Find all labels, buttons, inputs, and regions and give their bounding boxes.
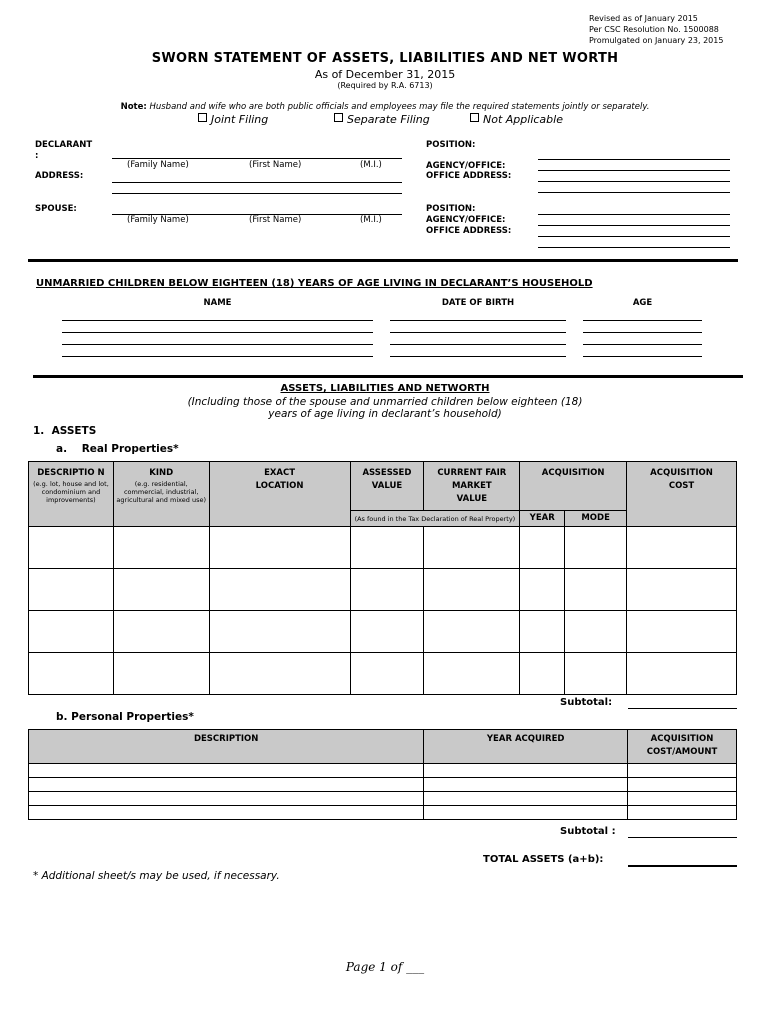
col-acquisition-title: ACQUISITION xyxy=(541,468,605,478)
col-description-title: DESCRIPTIO N xyxy=(37,468,105,478)
declarant-colon: : xyxy=(35,151,39,161)
total-assets-field[interactable] xyxy=(628,865,737,867)
table-cell[interactable] xyxy=(627,527,737,569)
col-description xyxy=(29,462,114,527)
tax-declaration-note-text: (As found in the Tax Declaration of Real Property) xyxy=(354,514,516,523)
table-cell[interactable] xyxy=(29,527,114,569)
child-dob-field[interactable] xyxy=(390,356,566,357)
child-dob-field[interactable] xyxy=(390,320,566,321)
as-of-date: As of December 31, 2015 xyxy=(314,68,456,81)
table-row xyxy=(29,806,737,820)
table-cell[interactable] xyxy=(113,611,209,653)
table-cell[interactable] xyxy=(424,611,520,653)
note-label: Note: xyxy=(120,102,147,112)
table-cell[interactable] xyxy=(520,653,565,695)
table-cell[interactable] xyxy=(565,653,627,695)
child-age-field[interactable] xyxy=(583,320,702,321)
spouse-office-address-field-line2[interactable] xyxy=(538,247,730,248)
assets-heading: ASSETS, LIABILITIES AND NETWORTH xyxy=(280,383,490,394)
table-cell[interactable] xyxy=(628,806,737,820)
child-age-field[interactable] xyxy=(583,332,702,333)
table-cell[interactable] xyxy=(424,569,520,611)
checkbox-icon[interactable] xyxy=(334,113,343,122)
table-cell[interactable] xyxy=(565,569,627,611)
separate-filing-label: Separate Filing xyxy=(347,113,430,126)
col-year-acquired-title: YEAR ACQUIRED xyxy=(486,734,565,744)
col-year: YEAR xyxy=(520,511,565,527)
spouse-office-address-label: OFFICE ADDRESS: xyxy=(426,226,512,236)
table-cell[interactable] xyxy=(29,764,424,778)
table-cell[interactable] xyxy=(424,527,520,569)
assets-subheading-2: years of age living in declarant’s household) xyxy=(268,408,502,420)
required-by: (Required by R.A. 6713) xyxy=(337,81,433,90)
declarant-agency-label: AGENCY/OFFICE: xyxy=(426,161,506,171)
table-cell[interactable] xyxy=(113,527,209,569)
table-cell[interactable] xyxy=(424,792,628,806)
child-age-header: AGE xyxy=(632,298,653,308)
table-cell[interactable] xyxy=(424,653,520,695)
col-acquisition-cost-title: ACQUISITION COST xyxy=(650,468,713,491)
child-dob-header: DATE OF BIRTH xyxy=(441,298,515,308)
spouse-mi-caption: (M.I.) xyxy=(360,215,382,225)
section-divider xyxy=(33,375,743,378)
col-assessed-value-title: ASSESSED VALUE xyxy=(362,468,412,491)
checkbox-icon[interactable] xyxy=(470,113,479,122)
real-properties-table xyxy=(28,461,737,695)
declarant-agency-field[interactable] xyxy=(538,170,730,171)
declarant-office-address-field[interactable] xyxy=(538,181,730,182)
table-cell[interactable] xyxy=(350,611,424,653)
table-cell[interactable] xyxy=(113,653,209,695)
table-cell[interactable] xyxy=(565,611,627,653)
table-cell[interactable] xyxy=(209,611,350,653)
col-acquisition-cost xyxy=(627,462,737,527)
declarant-office-address-label: OFFICE ADDRESS: xyxy=(426,171,512,181)
table-cell[interactable] xyxy=(565,527,627,569)
table-cell[interactable] xyxy=(628,792,737,806)
revision-line: Promulgated on January 23, 2015 xyxy=(589,36,724,45)
col-exact-location-title: EXACT LOCATION xyxy=(255,468,304,491)
col-kind-title: KIND xyxy=(149,468,174,478)
declarant-position-label: POSITION: xyxy=(426,140,476,150)
col-exact-location xyxy=(209,462,350,527)
table-cell[interactable] xyxy=(113,569,209,611)
declarant-label: DECLARANT xyxy=(35,140,93,150)
table-row xyxy=(29,527,737,569)
child-name-field[interactable] xyxy=(62,356,373,357)
col-description-note: (e.g. lot, house and lot, condominium and improvements) xyxy=(33,480,109,504)
table-row xyxy=(29,569,737,611)
child-age-field[interactable] xyxy=(583,356,702,357)
table-cell[interactable] xyxy=(520,611,565,653)
col-year-acquired xyxy=(424,730,628,764)
spouse-position-field[interactable] xyxy=(538,214,730,215)
separate-filing-option[interactable] xyxy=(334,113,430,126)
child-age-field[interactable] xyxy=(583,344,702,345)
table-row xyxy=(29,792,737,806)
checkbox-icon[interactable] xyxy=(198,113,207,122)
personal-properties-table xyxy=(28,729,737,820)
col-personal-description xyxy=(29,730,424,764)
revision-line: Per CSC Resolution No. 1500088 xyxy=(589,25,719,34)
col-kind xyxy=(113,462,209,527)
spouse-first-name-caption: (First Name) xyxy=(249,215,302,225)
table-cell[interactable] xyxy=(29,778,424,792)
real-subtotal-label: Subtotal: xyxy=(560,697,613,708)
child-name-field[interactable] xyxy=(62,332,373,333)
filing-note xyxy=(0,102,770,112)
table-cell[interactable] xyxy=(424,806,628,820)
table-cell[interactable] xyxy=(628,764,737,778)
spouse-position-label: POSITION: xyxy=(426,204,476,214)
real-subtotal-field[interactable] xyxy=(628,708,737,709)
child-name-header: NAME xyxy=(203,298,232,308)
not-applicable-label: Not Applicable xyxy=(483,113,563,126)
table-cell[interactable] xyxy=(209,653,350,695)
assets-subheading-1: (Including those of the spouse and unmarried children below eighteen (18) xyxy=(187,396,583,408)
spouse-family-name-caption: (Family Name) xyxy=(127,215,189,225)
personal-subtotal-field[interactable] xyxy=(628,837,737,838)
spouse-agency-field[interactable] xyxy=(538,225,730,226)
table-cell[interactable] xyxy=(627,611,737,653)
table-cell[interactable] xyxy=(350,527,424,569)
mi-caption: (M.I.) xyxy=(360,160,382,170)
joint-filing-option[interactable] xyxy=(198,113,268,126)
personal-subtotal-label: Subtotal : xyxy=(560,826,616,837)
real-properties-label: a. Real Properties* xyxy=(56,443,179,455)
spouse-agency-label: AGENCY/OFFICE: xyxy=(426,215,506,225)
col-mode: MODE xyxy=(565,511,627,527)
col-acquisition-cost-amount xyxy=(628,730,737,764)
table-cell[interactable] xyxy=(29,611,114,653)
spouse-office-address-field[interactable] xyxy=(538,236,730,237)
col-current-fair-market-value xyxy=(424,462,520,511)
col-assessed-value xyxy=(350,462,424,511)
table-cell[interactable] xyxy=(209,527,350,569)
table-cell[interactable] xyxy=(29,806,424,820)
child-dob-field[interactable] xyxy=(390,332,566,333)
additional-sheets-note: * Additional sheet/s may be used, if necessary. xyxy=(33,870,280,882)
table-cell[interactable] xyxy=(29,569,114,611)
table-row xyxy=(29,764,737,778)
personal-properties-label: b. Personal Properties* xyxy=(56,711,194,723)
section-divider xyxy=(28,259,738,262)
tax-declaration-note xyxy=(350,511,520,527)
table-cell[interactable] xyxy=(209,569,350,611)
family-name-caption: (Family Name) xyxy=(127,160,189,170)
note-text: Husband and wife who are both public officials and employees may file the required statements jointly or separately. xyxy=(149,102,650,112)
col-current-fair-title: CURRENT FAIR MARKET VALUE xyxy=(437,468,507,504)
table-row xyxy=(29,778,737,792)
table-cell[interactable] xyxy=(520,527,565,569)
first-name-caption: (First Name) xyxy=(249,160,302,170)
table-cell[interactable] xyxy=(627,653,737,695)
col-acquisition-cost-amount-title: ACQUISITION COST/AMOUNT xyxy=(646,734,718,757)
declarant-name-field[interactable] xyxy=(112,158,402,159)
table-cell[interactable] xyxy=(29,653,114,695)
col-personal-description-title: DESCRIPTION xyxy=(193,734,259,744)
revision-info xyxy=(589,13,723,46)
address-label: ADDRESS: xyxy=(35,171,84,181)
col-kind-note: (e.g. residential, commercial, industrial, agricultural and mixed use) xyxy=(116,480,207,504)
child-dob-field[interactable] xyxy=(390,344,566,345)
declarant-office-address-field-line2[interactable] xyxy=(538,192,730,193)
table-cell[interactable] xyxy=(628,778,737,792)
table-cell[interactable] xyxy=(520,569,565,611)
table-cell[interactable] xyxy=(29,792,424,806)
table-cell[interactable] xyxy=(350,569,424,611)
declarant-position-field[interactable] xyxy=(538,159,730,160)
revision-line: Revised as of January 2015 xyxy=(589,14,698,23)
table-cell[interactable] xyxy=(627,569,737,611)
assets-label: 1. ASSETS xyxy=(33,425,97,437)
children-heading: UNMARRIED CHILDREN BELOW EIGHTEEN (18) YEARS OF AGE LIVING IN DECLARANT’S HOUSEHOLD xyxy=(36,278,593,289)
page-title: SWORN STATEMENT OF ASSETS, LIABILITIES AND NET WORTH xyxy=(151,51,619,66)
table-row xyxy=(29,653,737,695)
spouse-label: SPOUSE: xyxy=(35,204,77,214)
address-field-line2[interactable] xyxy=(112,193,402,194)
page-number: Page 1 of ___ xyxy=(345,960,425,974)
table-row xyxy=(29,611,737,653)
joint-filing-label: Joint Filing xyxy=(211,113,269,126)
not-applicable-option[interactable] xyxy=(470,113,563,126)
col-acquisition xyxy=(520,462,627,511)
table-cell[interactable] xyxy=(424,778,628,792)
total-assets-label: TOTAL ASSETS (a+b): xyxy=(483,854,604,865)
table-cell[interactable] xyxy=(424,764,628,778)
child-name-field[interactable] xyxy=(62,320,373,321)
address-field[interactable] xyxy=(112,182,402,183)
table-cell[interactable] xyxy=(350,653,424,695)
child-name-field[interactable] xyxy=(62,344,373,345)
